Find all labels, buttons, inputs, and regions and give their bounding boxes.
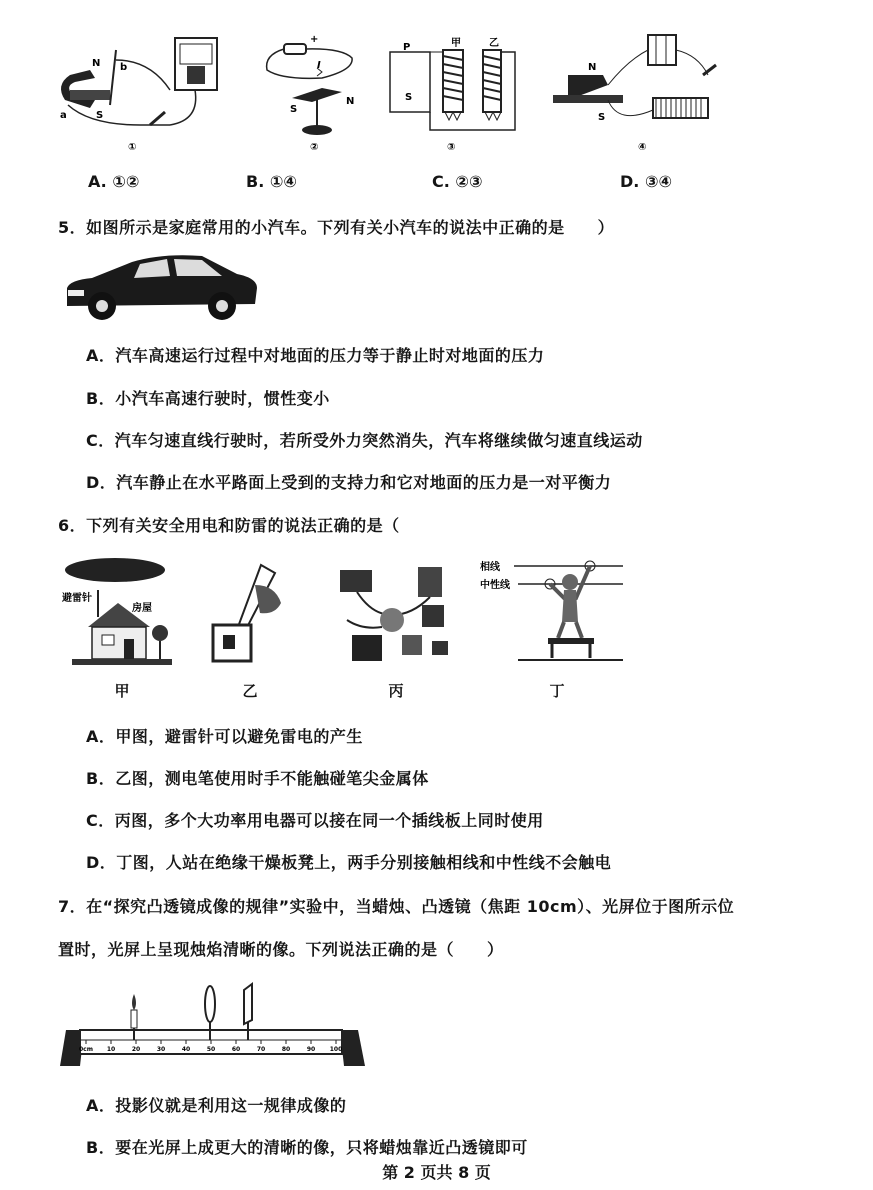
ruler-tick-label: 100 xyxy=(329,1046,343,1053)
fig1-a-label: a xyxy=(60,110,67,121)
figure-bing-overloaded-strip xyxy=(332,555,462,670)
ruler-tick-label: 90 xyxy=(306,1046,316,1053)
q6-caption-ding: 丁 xyxy=(549,682,565,700)
q6-option-b[interactable]: B．乙图，测电笔使用时手不能触碰笔尖金属体 xyxy=(86,769,429,788)
ruler-tick-label: 10 xyxy=(106,1046,116,1053)
figure-jia-lightning-rod xyxy=(60,555,180,670)
q6-stem: 6．下列有关安全用电和防雷的说法正确的是（ xyxy=(58,516,400,535)
figure-caption-1: ① xyxy=(128,142,137,153)
q7-option-b[interactable]: B．要在光屏上成更大的清晰的像，只将蜡烛靠近凸透镜即可 xyxy=(86,1138,528,1157)
ruler-tick-label: 80 xyxy=(281,1046,291,1053)
q4-option-a[interactable] xyxy=(88,172,139,191)
q7-stem-line-1: 7．在“探究凸透镜成像的规律”实验中，当蜡烛、凸透镜（焦距 10cm）、光屏位于图所示位 xyxy=(58,897,735,916)
fig2-n-label: N xyxy=(346,96,355,107)
q4-option-d-text: ③④ xyxy=(644,172,673,191)
neutral-wire-label: 中性线 xyxy=(480,580,510,591)
optical-bench xyxy=(60,982,365,1072)
fig1-b-label: b xyxy=(120,62,128,73)
q5-option-a[interactable]: A．汽车高速运行过程中对地面的压力等于静止时对地面的压力 xyxy=(86,346,545,365)
q6-option-c[interactable]: C．丙图，多个大功率用电器可以接在同一个插线板上同时使用 xyxy=(86,811,544,830)
q4-option-d[interactable] xyxy=(620,172,672,191)
fig1-n-label: N xyxy=(92,58,101,69)
ruler-tick-label: 50 xyxy=(206,1046,216,1053)
q5-option-d[interactable]: D．汽车静止在水平路面上受到的支持力和它对地面的压力是一对平衡力 xyxy=(86,473,612,492)
figure-1-generator xyxy=(50,30,225,155)
figure-caption-4: ④ xyxy=(638,142,647,153)
fig4-n-label: N xyxy=(588,62,597,73)
ruler-tick-label: 20 xyxy=(131,1046,141,1053)
q6-caption-yi: 乙 xyxy=(242,682,258,700)
live-wire-label: 相线 xyxy=(480,562,500,573)
q7-option-a[interactable]: A．投影仪就是利用这一规律成像的 xyxy=(86,1096,347,1115)
page-footer: 第 2 页共 8 页 xyxy=(382,1163,491,1182)
q4-option-b[interactable] xyxy=(246,172,297,191)
q6-caption-jia: 甲 xyxy=(114,682,130,700)
ruler-tick-label: 0cm xyxy=(79,1046,93,1053)
figure-yi-test-pen xyxy=(205,555,295,670)
q4-option-c-text: ②③ xyxy=(455,172,483,191)
fig2-i-label: I xyxy=(317,60,321,71)
house-label: 房屋 xyxy=(132,603,152,614)
q4-option-a-letter: A. xyxy=(88,172,107,191)
q4-option-b-text: ①④ xyxy=(269,172,297,191)
ruler-tick-label: 70 xyxy=(256,1046,266,1053)
bench-right-stand xyxy=(340,1030,365,1066)
figure-2-compass xyxy=(262,30,367,155)
q4-option-a-text: ①② xyxy=(112,172,140,191)
q4-option-d-letter: D. xyxy=(620,172,640,191)
ruler-tick-label: 40 xyxy=(181,1046,191,1053)
figure-caption-2: ② xyxy=(310,142,319,153)
ruler-tick-label: 60 xyxy=(231,1046,241,1053)
q4-option-c[interactable] xyxy=(432,172,483,191)
q5-stem: 5．如图所示是家庭常用的小汽车。下列有关小汽车的说法中正确的是 ） xyxy=(58,218,615,237)
fig3-s-label: S xyxy=(405,92,413,103)
fig4-s-label: S xyxy=(598,112,606,123)
q5-option-c[interactable]: C．汽车匀速直线行驶时，若所受外力突然消失，汽车将继续做匀速直线运动 xyxy=(86,431,643,450)
q7-stem-line-2: 置时，光屏上呈现烛焰清晰的像。下列说法正确的是（ ） xyxy=(58,940,504,959)
car-illustration xyxy=(62,248,262,326)
q4-option-b-letter: B. xyxy=(246,172,265,191)
fig3-yi-label: 乙 xyxy=(489,38,499,49)
q5-option-b[interactable]: B．小汽车高速行驶时，惯性变小 xyxy=(86,389,330,408)
figure-3-electromagnets xyxy=(385,30,530,155)
q6-caption-bing: 丙 xyxy=(388,682,404,700)
ruler-tick-label: 30 xyxy=(156,1046,166,1053)
fig3-p-label: P xyxy=(403,42,411,53)
figure-4-motor xyxy=(548,30,738,155)
q6-option-d[interactable]: D．丁图，人站在绝缘干燥板凳上，两手分别接触相线和中性线不会触电 xyxy=(86,853,612,872)
svg-text:+: + xyxy=(310,34,319,45)
lightning-rod-label: 避雷针 xyxy=(62,593,92,604)
q4-option-c-letter: C. xyxy=(432,172,450,191)
fig3-jia-label: 甲 xyxy=(451,38,461,49)
q6-option-a[interactable]: A．甲图，避雷针可以避免雷电的产生 xyxy=(86,727,363,746)
fig2-s-label: S xyxy=(290,104,298,115)
figure-caption-3: ③ xyxy=(447,142,456,153)
figure-ding-person-on-stool xyxy=(478,550,628,670)
fig1-s-label: S xyxy=(96,110,104,121)
